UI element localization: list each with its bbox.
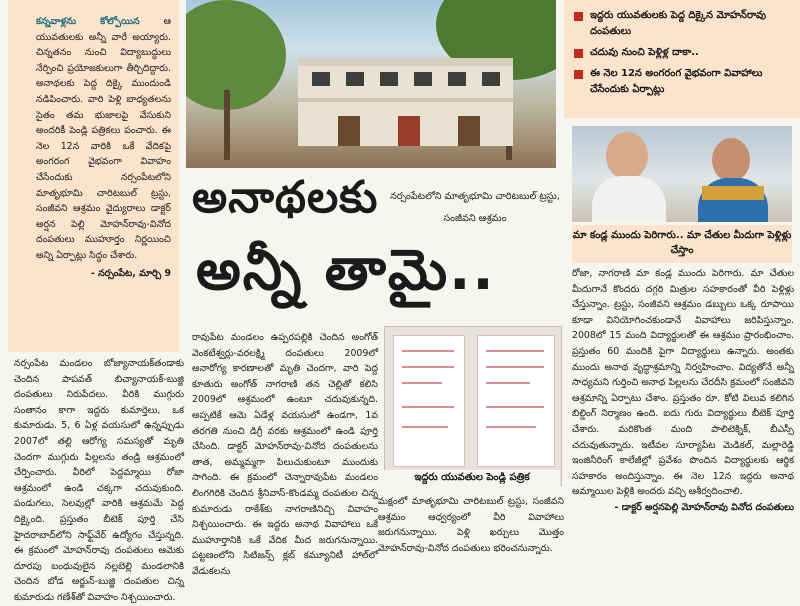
building-window: [414, 72, 432, 86]
saree-border: [702, 186, 764, 200]
middle-second-text: మక్షంలో మాతృభూమి చారిటబుల్ ట్రస్టు, సంజీవని ఆశ్రమం ఆధ్వర్యంలో వీరి వివాహాలు జరుగనున్నాయి. పెళ్లి ఖర్చులు మొత్తం మోహన్‌రావు-వినోద దంపతులు భరించనున్నారు.: [378, 496, 564, 554]
main-photo-caption: నర్సంపేటలోని మాతృభూమి చారిటబుల్ ట్రస్టు, సంజీవని ఆశ్రమం: [390, 191, 560, 224]
tree-left: [186, 0, 286, 110]
ashram-building-photo: [186, 0, 556, 168]
highlights-box: [564, 0, 800, 118]
right-body: రోజా, నాగరాణి మా కండ్ల ముందు పెరిగారు. మా చేతుల మీదుగానే కొందరు దగ్గరి మిత్రుల సహకారంతో వీరి పెళ్లిళ్లు చేస్తున్నాం. ట్రస్టు, సంజీవని ఆశ్రమం డబ్బులు ఒక్క రూపాయి కూడా వినియోగించకుండానే వివాహాలు జరిపిస్తున్నాం. 2008లో 15 మంది విద్యార్థులతో ఈ ఆశ్రమం ప్రారంభించాం. ప్రస్తుతం 60 మందికి పైగా విద్యార్థులు ఉన్నారు. అంతకు ముందు అనాథ వృద్ధాశ్రమాన్ని నిర్వహించాం. విద్యతోనే అన్నీ సాధ్యమని గుర్తించి అనాథ పిల్లలను చేరదీసి క్రమంలో సంజీవని ఆశ్రమాన్ని ఏర్పాటు చేశాం. ప్రస్తుతం రూ. కోటి విలువ కలిగిన బిల్డింగ్ నిర్మాణం ఉంది. ఐదు గురు విద్యార్థులు బీటెక్ పూర్తి చేశారు. మరికొంత మంది పాలిటెక్నిక్, బీఎస్సీ చదువుతున్నారు. ఇటీవల సూర్యాపేట మెడికల్, మల్లారెడ్డి ఇంజినీరింగ్ కాలేజీల్లో ప్రవేశం పొందిన విద్యార్థులకు ఆర్థిక సహకారం అందిస్తున్నాం. ఈ నెల 12న ఇద్దరు అనాథ అమ్మాయిల పెళ్లికి అందరు వచ్చి ఆశీర్వదించాలి.: [572, 268, 794, 498]
card-text-line: [402, 426, 448, 428]
couple-photo: [572, 126, 792, 222]
highlight-item: [574, 8, 794, 40]
building-window: [448, 72, 466, 86]
building-door: [458, 116, 480, 146]
building-window: [482, 72, 500, 86]
invitation-caption: ఇద్దరు యువతుల పెండ్లి పత్రిక: [384, 470, 560, 486]
building-window: [380, 72, 398, 86]
right-signoff: - డాక్టర్ అర్షనపెల్లి మోహన్‌రావు వినోద దంపతులు: [614, 501, 794, 513]
card-text-line: [402, 406, 454, 408]
left-column-text: నర్సంపేట మండలం బోజ్యానాయక్‌తండాకు చెందిన పాపవత్ బిచ్యానాయక్-బుజ్జి దంపతులు నిరుపేదలు. వీరికి ముగ్గురు సంతానం కాగా ఇద్దరు కుమార్తెలు, ఒక కుమారుడు. 5, 6 ఏళ్ల వయసులో ఉన్నప్పుడు 2007లో తల్లి ఆరోగ్య సమస్యతో మృతి చెందగా ముగ్గురు పిల్లలను తండ్రి ఆశ్రమంలో చేర్పించారు. వీరిలో పెద్దమ్మాయి రోజా ఆశ్రమంలో ఉండి చక్కగా చదువుకుంది. పండుగలు, సెలవుల్లో వారికి ఆశ్రమమే పెద్ద దిక్కైంది. ప్రస్తుతం బీటెక్ పూర్తి చేసి హైదరాబాద్‌లోని సాఫ్ట్‌వేర్ ఉద్యోగం చేస్తున్నది. ఈ క్రమంలో మోహన్‌రావు దంపతులు ఆమెకు దూరపు బంధువులైన నల్లబెల్లి మండలానికి చెందిన బోడ అర్జున్-బుజ్జి దంపతుల చిన్న కుమారుడు గణేశ్‌తో వివాహం నిశ్చయించారు.: [14, 358, 184, 603]
tree-trunk-left: [224, 90, 230, 160]
card-text-line: [486, 426, 536, 428]
intro-byline: - నర్సంపేట, మార్చి 9: [90, 267, 171, 279]
building-floor-line: [298, 98, 513, 102]
middle-column-text: రావుపేట మండలం ఉప్పరపల్లికి చెందిన అంగోత్ వెంకటేశ్వర్లు-వరలక్ష్మి దంపతులు 2009లో అనారోగ్య కారణాలతో మృతి చెందగా, వారి పెద్ద కూతురు అంగోత్ నాగరాణి తన చెల్లితో కలిసి 2009లో ఆశ్రమంలో ఉంటూ చదువుకున్నది. అప్పటికే ఆమె ఏడేళ్ల వయసులో ఉండగా, 1వ తరగతి నుంచి డిగ్రీ వరకు ఆశ్రమంలో ఉండి పూర్తి చేసింది. డాక్టర్ మోహన్‌రావు-వినోద దంపతులను తాత, అమ్మమ్మగా పిలుచుకుంటూ ముందుకు సాగింది. ఈ క్రమంలో చెన్నారావుపేట మండలం లింగగిరికి చెందిన శ్రీనివాస్-కొండమ్మ దంపతుల చిన్న కుమారుడు రాకేశ్‌కు నాగరాణినిచ్చి వివాహం నిశ్చయించారు. ఈ ఇద్దరు అనాథ వివాహాలు ఒకే ముహూర్తానికి ఒకే వేదిక మీద జరుగనున్నాయి. పట్టణంలోని సిటిజన్స్ క్లబ్ కమ్యూనిటీ హాల్‌లో వేడుకలను: [192, 332, 378, 577]
card-text-line: [402, 366, 454, 368]
intro-lead: కన్నవాళ్లను కోల్పోయిన: [36, 16, 140, 27]
headline-line-2: అన్నీ తామై..: [196, 238, 496, 303]
highlight-text: చదువు నుంచి పెళ్లిళ్ల దాకా..: [590, 47, 699, 58]
headline-line-1: అనాథలకు: [192, 172, 379, 223]
card-text-line: [486, 366, 544, 368]
highlight-text: ఇద్దరు యువతులకు పెద్ద దిక్కైన మోహన్‌రావు దంపతులు: [590, 10, 766, 37]
building-window: [346, 72, 364, 86]
highlight-text: ఈ నెల 12న అంగరంగ వైభవంగా వివాహాలు చేసేందుకు ఏర్పాట్లు: [590, 68, 763, 95]
bullet-square-icon: [574, 12, 583, 21]
man-shirt: [592, 176, 666, 222]
card-text-line: [486, 406, 544, 408]
building-door: [338, 116, 360, 146]
highlight-item: [574, 45, 794, 61]
woman-face: [712, 138, 750, 182]
highlight-item: [574, 66, 794, 98]
woman-saree: [698, 178, 768, 222]
invitation-page-right: [477, 335, 555, 467]
card-text-line: [486, 350, 544, 352]
building-window: [312, 72, 330, 86]
ashram-building: [298, 58, 513, 146]
right-column-text: [572, 266, 794, 516]
card-text-line: [402, 382, 442, 384]
wedding-invitation-photo: [384, 326, 562, 486]
intro-text: ఆ యువతులకు అన్నీ వారే అయ్యారు. చిన్నతనం నుంచి విద్యాబుద్ధులు నేర్పించి ప్రయోజకులుగా తీర్చిదిద్దారు. అనాథలకు పెద్ద దిక్కై ముందుండి నడిపించారు. వారి పెళ్లి బాధ్యతలను సైతం తమ భుజాలపై వేసుకుని అందరికీ పెండ్లి పత్రికలు పంచారు. ఈ నెల 12న వారికి ఒకే వేదికపై అంగరంగ వైభవంగా వివాహం చేసేందుకు నర్సంపేటలోని మాతృభూమి చారిటబుల్ ట్రస్టు, సంజీవని ఆశ్రమం వైద్యురాలు డాక్టర్ అర్షన పెల్లి మోహన్‌రావు-వినోద దంపతులు ముహూర్తం నిర్ణయించి అన్ని ఏర్పాట్లు సిద్ధం చేశారు.: [36, 16, 171, 261]
invitation-page-left: [393, 335, 465, 467]
intro-box: [8, 0, 179, 352]
building-door: [398, 116, 420, 146]
bullet-square-icon: [574, 49, 583, 58]
couple-quote: మా కండ్ల ముందు పెరిగారు.. మా చేతుల మీదుగా పెళ్లిళ్లు చేస్తాం: [572, 225, 792, 263]
bullet-square-icon: [574, 70, 583, 79]
card-text-line: [486, 382, 530, 384]
man-face: [606, 132, 648, 180]
card-text-line: [402, 350, 454, 352]
